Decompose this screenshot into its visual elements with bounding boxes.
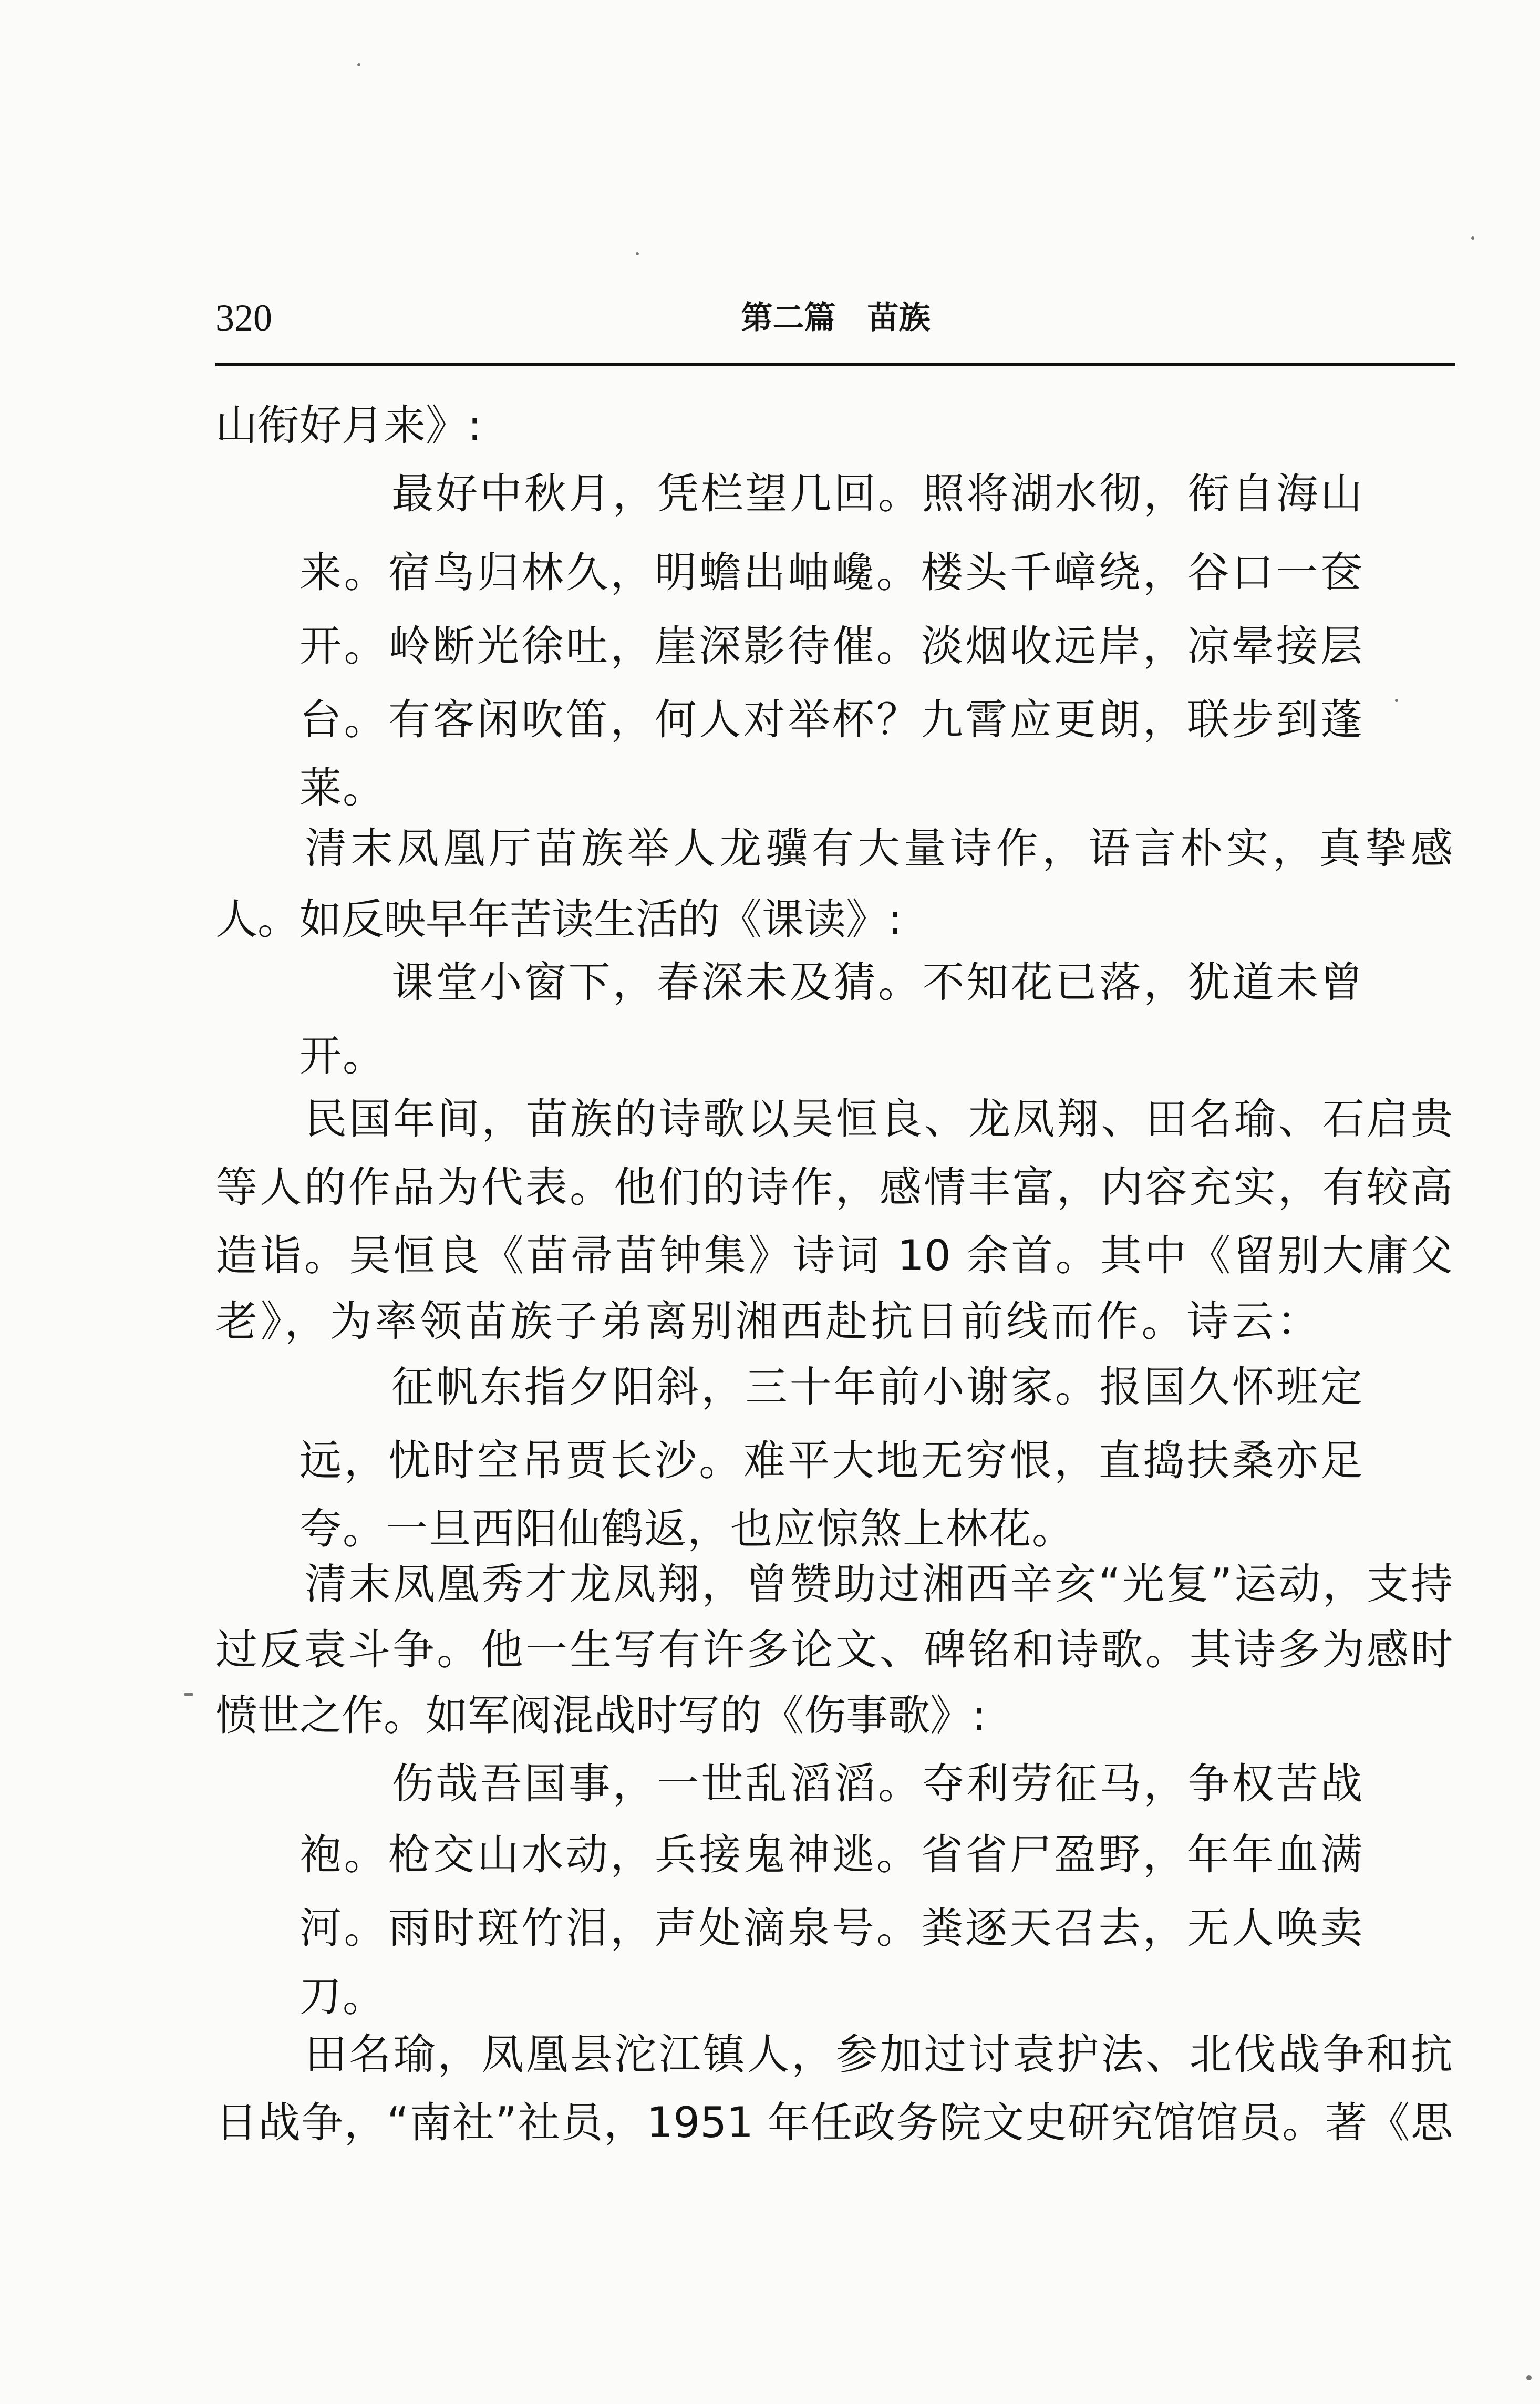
scan-speck — [1395, 699, 1398, 702]
poem-line: 最好中秋月，凭栏望几回。照将湖水彻，衔自海山 — [391, 469, 1363, 518]
text-line: 等人的作品为代表。他们的诗作，感情丰富，内容充实，有较高 — [215, 1163, 1453, 1212]
poem-line: 开。岭断光徐吐，崖深影待催。淡烟收远岸，凉晕接层 — [299, 622, 1363, 670]
poem-line: 开。 — [299, 1031, 386, 1080]
text-line: 造诣。吴恒良《苗帚苗钟集》诗词 10 余首。其中《留别大庸父 — [215, 1231, 1453, 1280]
poem-line: 课堂小窗下，春深未及猜。不知花已落，犹道未曾 — [391, 958, 1363, 1007]
running-title: 第二篇 苗族 — [741, 300, 931, 336]
poem-line: 来。宿鸟归林久，明蟾出岫巉。楼头千嶂绕，谷口一奁 — [299, 548, 1363, 597]
text-line: 愤世之作。如军阀混战时写的《伤事歌》: — [215, 1691, 986, 1740]
poem-line: 伤哉吾国事，一世乱滔滔。夺利劳征马，争权苦战 — [391, 1759, 1363, 1808]
text-line: 山衔好月来》: — [215, 401, 482, 450]
text-line: 民国年间，苗族的诗歌以吴恒良、龙凤翔、田名瑜、石启贵 — [305, 1095, 1453, 1143]
scan-speck — [636, 252, 639, 255]
poem-line: 刀。 — [299, 1972, 386, 2021]
text-line: 人。如反映早年苦读生活的《课读》: — [215, 895, 902, 944]
text-line: 田名瑜，凤凰县沱江镇人，参加过讨袁护法、北伐战争和抗 — [305, 2030, 1453, 2079]
page-header — [215, 294, 1456, 352]
scan-speck — [184, 1693, 193, 1696]
text-line: 日战争，“南社”社员，1951 年任政务院文史研究馆馆员。著《思 — [215, 2098, 1453, 2147]
text-line: 过反袁斗争。他一生写有许多论文、碑铭和诗歌。其诗多为感时 — [215, 1625, 1453, 1674]
text-line: 清末凤凰厅苗族举人龙骥有大量诗作，语言朴实，真挚感 — [305, 824, 1453, 873]
scan-speck — [1471, 236, 1474, 240]
scan-speck — [357, 63, 360, 66]
poem-line: 袍。枪交山水动，兵接鬼神逃。省省尸盈野，年年血满 — [299, 1830, 1363, 1879]
header-rule — [215, 363, 1455, 366]
text-line: 老》，为率领苗族子弟离别湘西赴抗日前线而作。诗云： — [215, 1297, 1319, 1346]
page-number: 320 — [215, 297, 272, 339]
poem-line: 夸。一旦西阳仙鹤返，也应惊煞上林花。 — [299, 1504, 1075, 1553]
scan-speck — [1526, 2375, 1532, 2380]
poem-line: 莱。 — [299, 763, 386, 812]
poem-line: 征帆东指夕阳斜，三十年前小谢家。报国久怀班定 — [391, 1363, 1363, 1411]
poem-line: 远，忧时空吊贾长沙。难平大地无穷恨，直捣扶桑亦足 — [299, 1436, 1363, 1485]
poem-line: 河。雨时斑竹泪，声处滴泉号。粪逐天召去，无人唤卖 — [299, 1904, 1363, 1953]
text-line: 清末凤凰秀才龙凤翔，曾赞助过湘西辛亥“光复”运动，支持 — [305, 1560, 1453, 1608]
poem-line: 台。有客闲吹笛，何人对举杯？九霄应更朗，联步到蓬 — [299, 695, 1363, 744]
